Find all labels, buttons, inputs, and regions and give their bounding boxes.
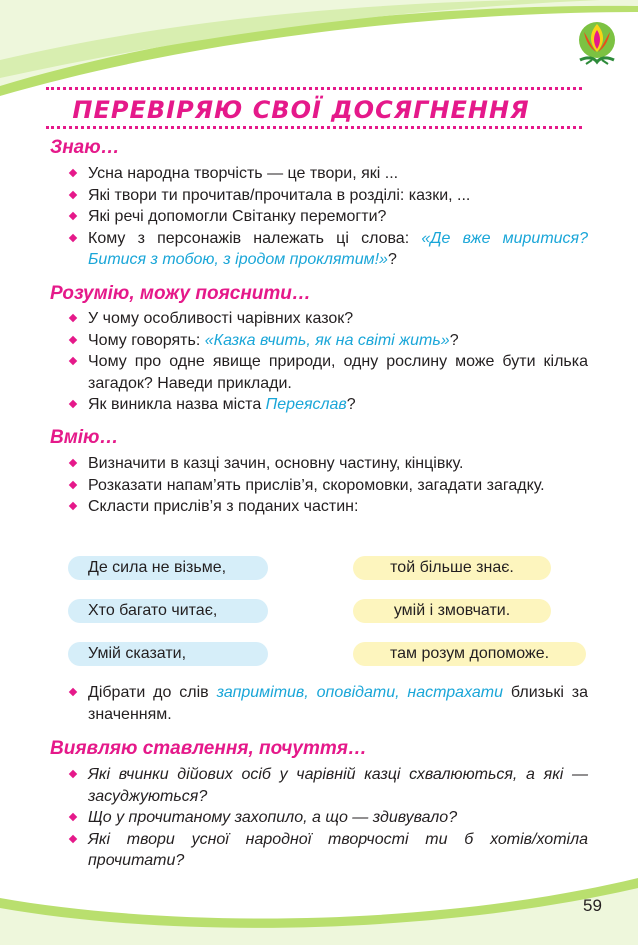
list-item: Які речі допомогли Світанку перемогти? (68, 206, 588, 228)
list-item: Розказати напам’ять прислів’я, скоромовки, загадати загадку. (68, 475, 588, 497)
section-heading-rozumiyu: Розумію, можу пояснити… (50, 283, 311, 304)
bullet-icon (69, 770, 77, 778)
list-item: Визначити в казці зачин, основну частину, кінцівку. (68, 453, 588, 475)
bullet-icon (69, 813, 77, 821)
bullet-icon (69, 190, 77, 198)
proverb-end-pill: там розум допоможе. (353, 642, 586, 666)
section-heading-vmiyu: Вмію… (50, 427, 119, 448)
bullet-icon (69, 400, 77, 408)
proverb-end-pill: той більше знає. (353, 556, 551, 580)
page-title: ПЕРЕВІРЯЮ СВОЇ ДОСЯГНЕННЯ (72, 96, 530, 124)
page-number: 59 (583, 896, 602, 915)
section-heading-vyyavlyayu: Виявляю ставлення, почуття… (50, 738, 367, 759)
proverb-start-pill: Де сила не візьме, (68, 556, 268, 580)
bullet-icon (69, 834, 77, 842)
bullet-icon (69, 688, 77, 696)
vmiyu-list (68, 453, 588, 518)
list-item: Скласти прислів’я з поданих частин: (68, 496, 588, 518)
flower-emblem-icon (572, 16, 622, 68)
bullet-icon (69, 335, 77, 343)
znayu-list (68, 163, 588, 271)
bullet-icon (69, 169, 77, 177)
list-item: У чому особливості чарівних казок? (68, 308, 588, 330)
bullet-icon (69, 212, 77, 220)
bullet-icon (69, 480, 77, 488)
vmiyu-list-continued (68, 682, 588, 725)
quote-text: Переяслав (265, 396, 347, 413)
bullet-icon (69, 357, 77, 365)
vyyavlyayu-list (68, 764, 588, 872)
highlighted-words: запримітив, оповідати, настрахати (216, 684, 504, 701)
proverb-start-pill: Хто багато читає, (68, 599, 268, 623)
bottom-dotted-divider (46, 126, 582, 129)
quote-text: «Казка вчить, як на світі жить» (204, 331, 450, 349)
list-item: Як виникла назва міста Переяслав? (68, 394, 588, 416)
list-item: Чому говорять: «Казка вчить, як на світі жить»? (68, 330, 588, 352)
top-dotted-divider (46, 87, 582, 90)
list-item: Які вчинки дійових осіб у чарівній казці схвалюються, а які — засуджуються? (68, 764, 588, 807)
bullet-icon (69, 459, 77, 467)
list-item: Які твори усної народної творчості ти б хотів/хотіла прочитати? (68, 829, 588, 872)
list-item: Які твори ти прочитав/прочитала в розділі: казки, ... (68, 185, 588, 207)
proverb-end-pill: умій і змовчати. (353, 599, 551, 623)
bullet-icon (69, 314, 77, 322)
bullet-icon (69, 233, 77, 241)
list-item: Усна народна творчість — це твори, які ... (68, 163, 588, 185)
bullet-icon (69, 502, 77, 510)
list-item: Чому про одне явище природи, одну рослину може бути кілька загадок? Наведи приклади. (68, 351, 588, 394)
list-item: Дібрати до слів запримітив, оповідати, настрахати близькі за значенням. (68, 682, 588, 725)
section-heading-znayu: Знаю… (50, 137, 120, 158)
rozumiyu-list (68, 308, 588, 416)
list-item: Що у прочитаному захопило, а що — здивувало? (68, 807, 588, 829)
list-item: Кому з персонажів належать ці слова: «Де вже миритися? Битися з тобою, з іродом проклятим!»? (68, 228, 588, 271)
quote-text: «Де вже миритися? Битися з тобою, з іродом проклятим!» (88, 229, 589, 268)
proverb-start-pill: Умій сказати, (68, 642, 268, 666)
